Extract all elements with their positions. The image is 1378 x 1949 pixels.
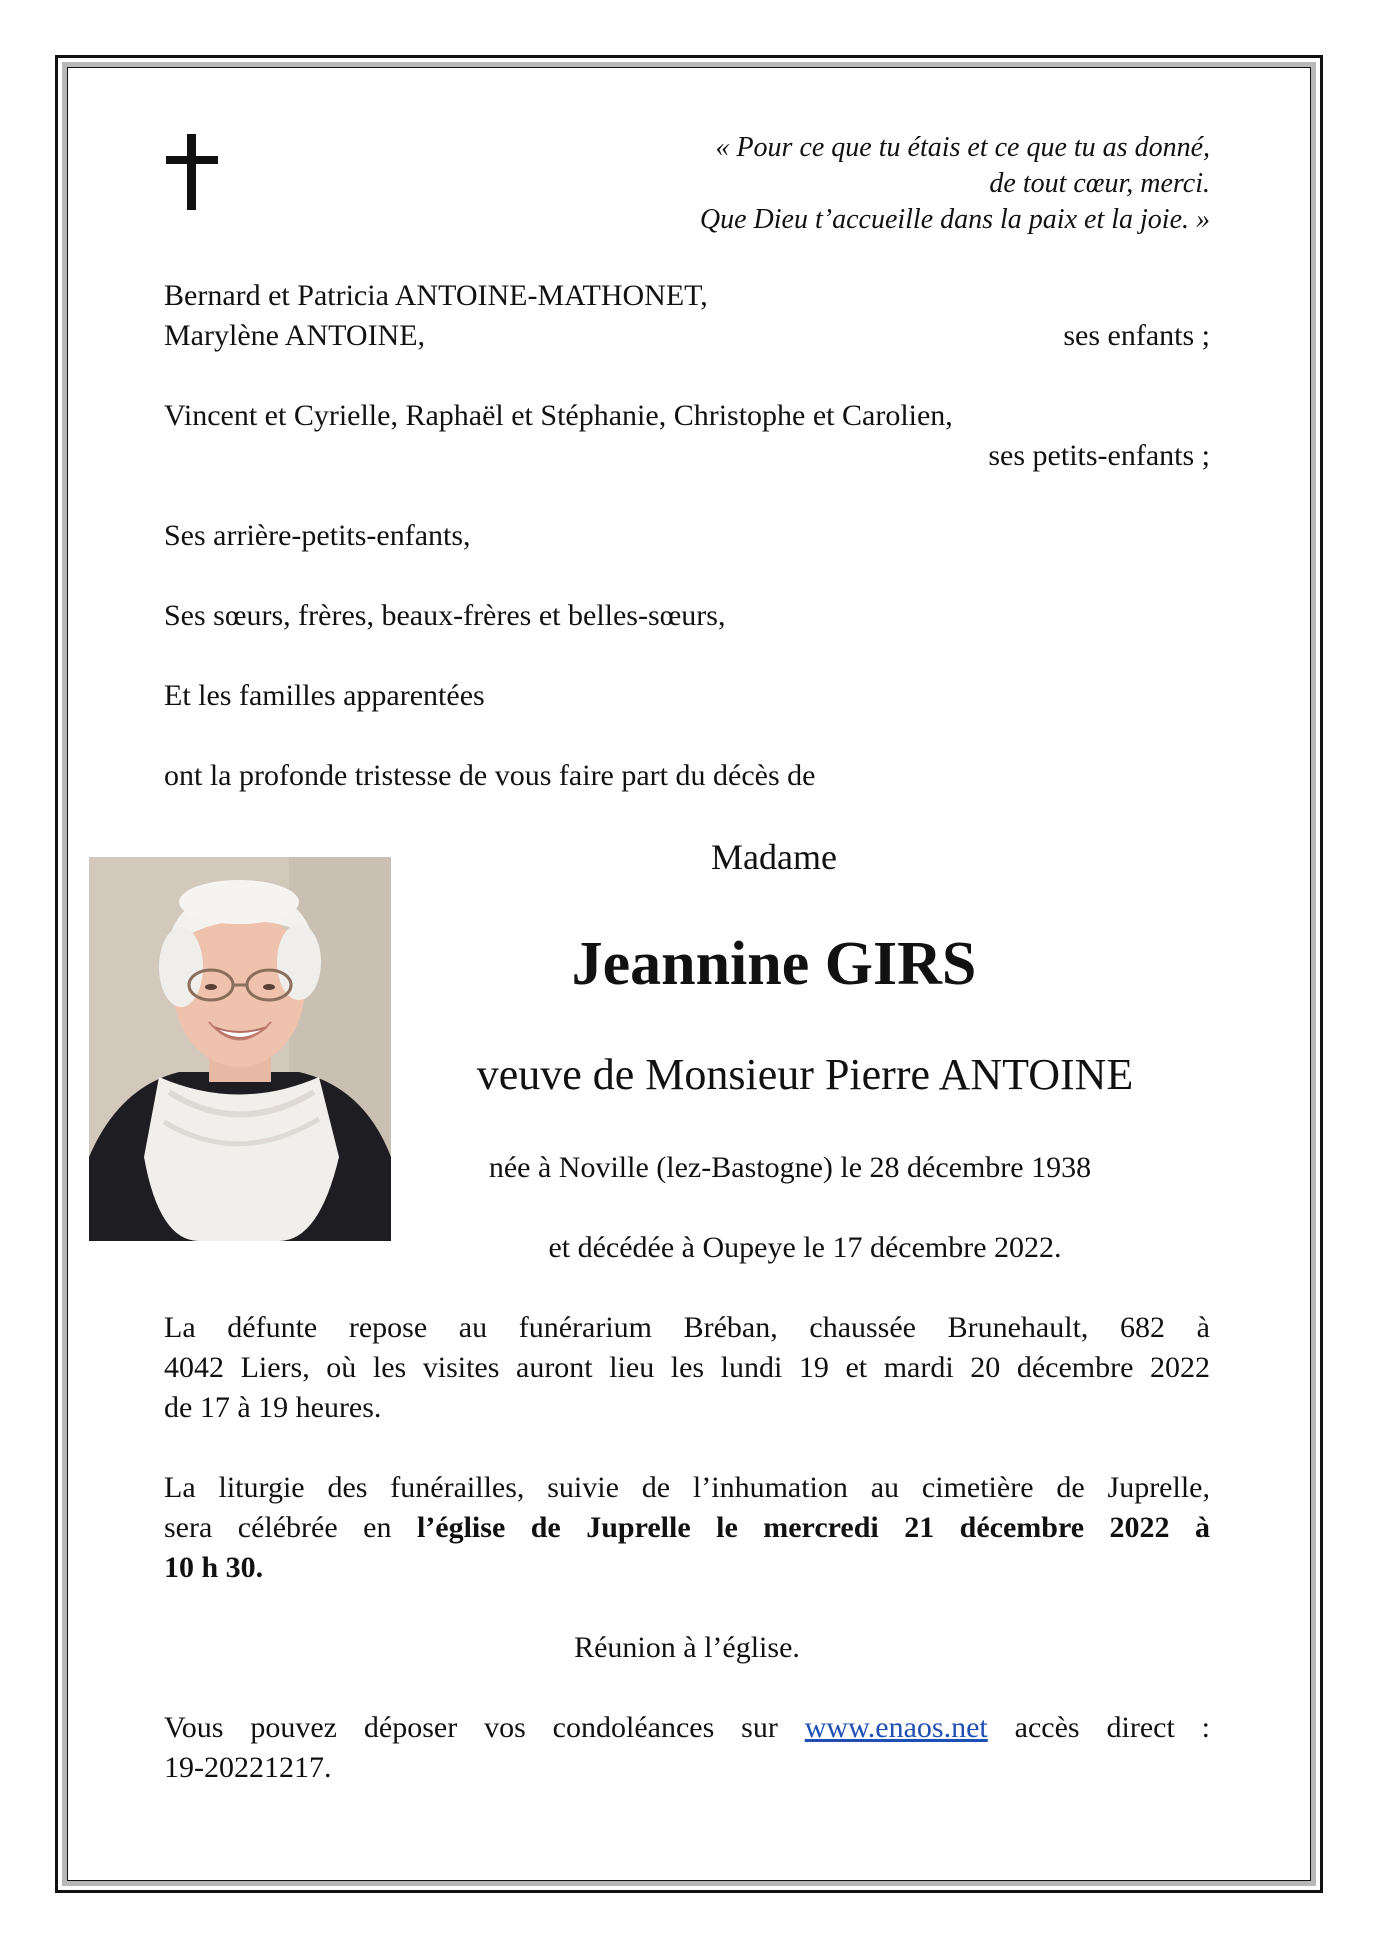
children-label: ses enfants ; bbox=[1063, 319, 1210, 352]
funeral-paragraph bbox=[164, 1468, 1210, 1588]
siblings-line: Ses sœurs, frères, beaux-frères et belles-sœurs, bbox=[164, 599, 726, 632]
birth-info: née à Noville (lez-Bastogne) le 28 décembre 1938 bbox=[488, 1151, 1092, 1184]
meeting-note: Réunion à l’église. bbox=[574, 1631, 800, 1664]
visitation-paragraph bbox=[164, 1308, 1210, 1428]
funeral-time: 10 h 30. bbox=[164, 1551, 264, 1584]
condolences-suffix: accès direct : bbox=[1014, 1711, 1211, 1744]
epitaph-quote bbox=[510, 130, 1210, 238]
condolences-prefix: Vous pouvez déposer vos condoléances sur bbox=[164, 1711, 778, 1744]
funeral-line-2 bbox=[164, 1508, 1210, 1548]
deceased-name: Jeannine GIRS bbox=[571, 930, 977, 998]
deceased-title: Madame bbox=[711, 837, 837, 877]
announcement-line: ont la profonde tristesse de vous faire part du décès de bbox=[164, 759, 816, 792]
deceased-photo bbox=[89, 857, 391, 1241]
portrait-illustration bbox=[89, 857, 391, 1241]
visitation-line-3: de 17 à 19 heures. bbox=[164, 1391, 382, 1424]
funeral-line-2-bold: l’église de Juprelle le mercredi 21 décembre 2022 à bbox=[416, 1511, 1211, 1544]
visitation-line-2: 4042 Liers, où les visites auront lieu les lundi 19 et mardi 20 décembre 2022 bbox=[164, 1351, 1210, 1384]
funeral-line-1: La liturgie des funérailles, suivie de l’inhumation au cimetière de Juprelle, bbox=[164, 1471, 1210, 1504]
grandchildren-line: Vincent et Cyrielle, Raphaël et Stéphanie, Christophe et Carolien, bbox=[164, 399, 953, 432]
cross-icon bbox=[166, 134, 218, 210]
visitation-line-1: La défunte repose au funérarium Bréban, chaussée Brunehault, 682 à bbox=[164, 1311, 1210, 1344]
children-line-1: Bernard et Patricia ANTOINE-MATHONET, bbox=[164, 279, 708, 312]
quote-line-1: « Pour ce que tu étais et ce que tu as donné, bbox=[715, 132, 1210, 163]
condolences-line-1 bbox=[164, 1708, 1210, 1748]
death-info: et décédée à Oupeye le 17 décembre 2022. bbox=[548, 1231, 1062, 1264]
quote-line-3: Que Dieu t’accueille dans la paix et la joie. » bbox=[699, 204, 1210, 235]
grandchildren-label: ses petits-enfants ; bbox=[988, 439, 1210, 472]
condolences-paragraph bbox=[164, 1708, 1210, 1788]
quote-line-2: de tout cœur, merci. bbox=[989, 168, 1210, 199]
enaos-link[interactable]: www.enaos.net bbox=[804, 1711, 988, 1744]
funeral-line-3 bbox=[164, 1548, 1210, 1588]
condolences-code: 19-20221217. bbox=[164, 1751, 332, 1784]
great-grandchildren-line: Ses arrière-petits-enfants, bbox=[164, 519, 471, 552]
relatives-line: Et les familles apparentées bbox=[164, 679, 485, 712]
funeral-line-2-plain: sera célébrée en bbox=[164, 1511, 392, 1544]
children-line-2: Marylène ANTOINE, bbox=[164, 319, 426, 352]
widow-of: veuve de Monsieur Pierre ANTOINE bbox=[476, 1050, 1134, 1099]
